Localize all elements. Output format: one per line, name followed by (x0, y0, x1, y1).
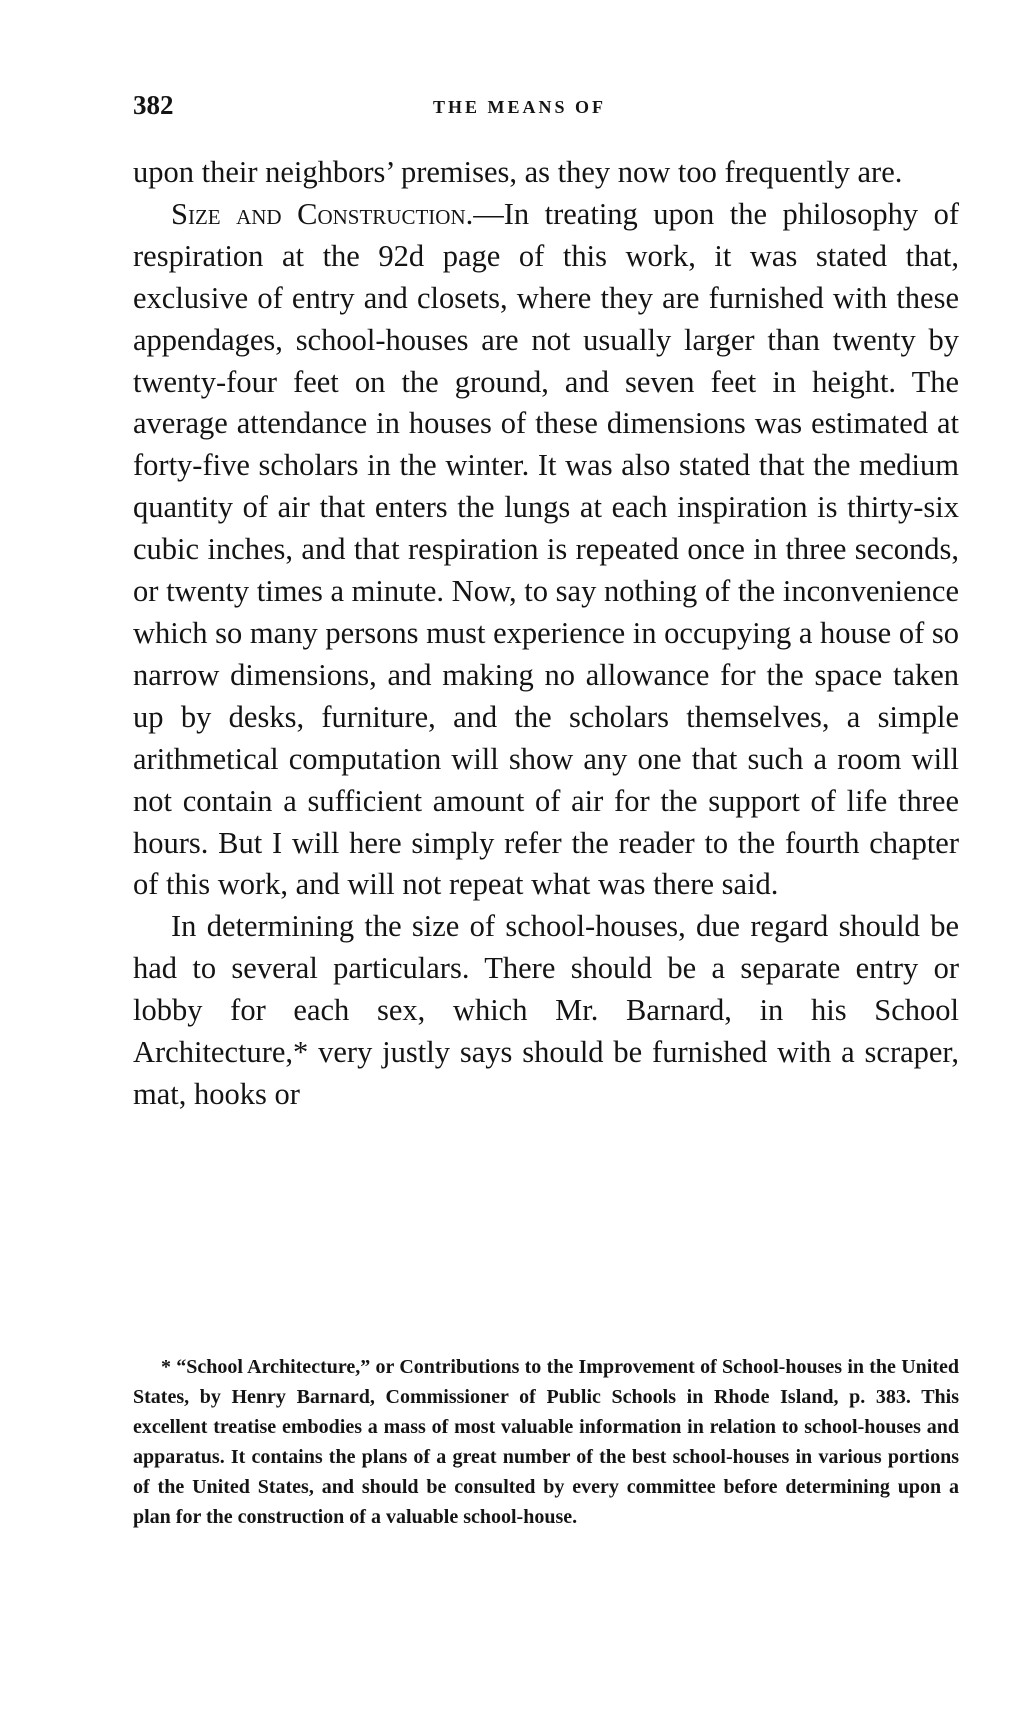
body-text (133, 152, 959, 1116)
section-heading: Size and Construction. (171, 196, 474, 231)
footnote (133, 1352, 959, 1532)
running-head: THE MEANS OF (433, 97, 607, 117)
paragraph-continuation: upon their neighbors’ premises, as they now too frequently are. (133, 155, 903, 189)
paragraph-determining-size: In determining the size of school-houses, due regard should be had to several particulars. There should be a separate entry or lobby for each sex, which Mr. Barnard, in his School Architecture,* very justly says should be furnished with a scraper, mat, hooks or (133, 909, 959, 1111)
footnote-text: * “School Architecture,” or Contributions to the Improvement of School-houses in the United States, by Henry Barnard, Commissioner of Public Schools in Rhode Island, p. 383. This excellent treatise embodies a mass of most valuable information in relation to school-houses and apparatus. It contains the plans of a great number of the best school-houses in various portions of the United States, and should be consulted by every committee before determining upon a plan for the construction of a valuable school-house. (133, 1356, 959, 1528)
paragraph-size-and-construction (133, 194, 959, 906)
page-header (133, 90, 959, 130)
page-number: 382 (133, 90, 174, 120)
paragraph-text: —In treating upon the philosophy of respiration at the 92d page of this work, it was stated that, exclusive of entry and closets, where they are furnished with these appendages, school-houses are not usually larger than twenty by twenty-four feet on the ground, and seven feet in height. The average attendance in houses of these dimensions was estimated at forty-five scholars in the winter. It was also stated that the medium quantity of air that enters the lungs at each inspiration is thirty-six cubic inches, and that respiration is repeated once in three seconds, or twenty times a minute. Now, to say nothing of the inconvenience which so many persons must experience in occupying a house of so narrow dimensions, and making no allowance for the space taken up by desks, furniture, and the scholars themselves, a simple arithmetical computation will show any one that such a room will not contain a sufficient amount of air for the support of life three hours. But I will here simply refer the reader to the fourth chapter of this work, and will not repeat what was there said. (133, 196, 959, 902)
